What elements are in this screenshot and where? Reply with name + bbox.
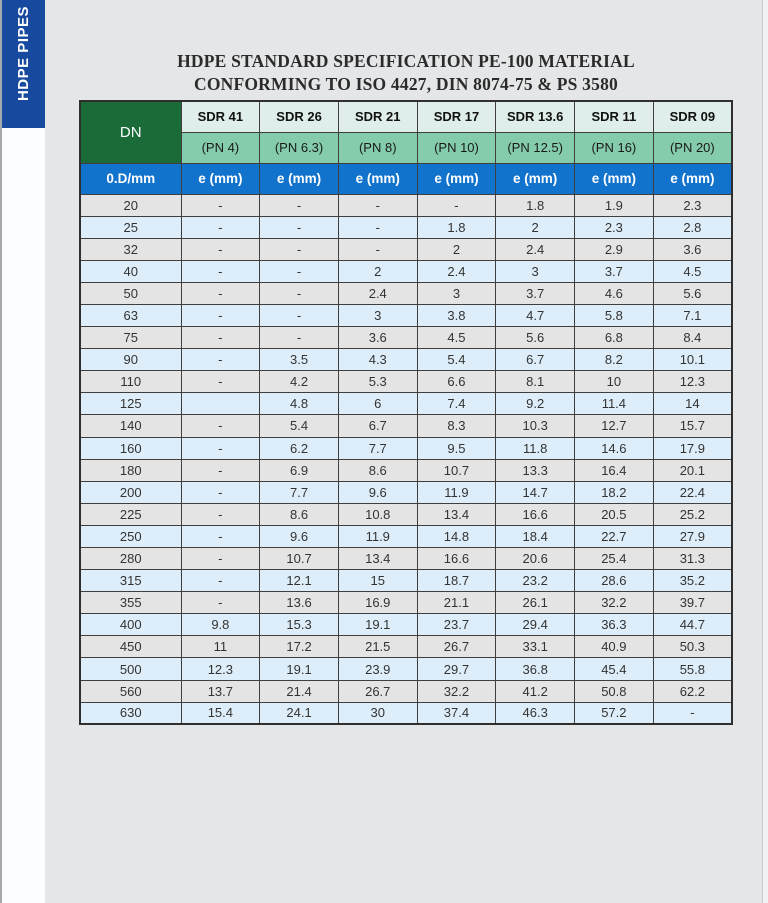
sdr-header-cell: SDR 09 xyxy=(653,101,732,132)
pn-header-cell: (PN 20) xyxy=(653,132,732,163)
e-value-cell: 6.7 xyxy=(496,349,575,371)
e-value-cell: 16.6 xyxy=(496,503,575,525)
e-value-cell: 21.1 xyxy=(417,592,496,614)
sdr-header-cell: SDR 21 xyxy=(338,101,417,132)
e-value-cell: 2.9 xyxy=(575,238,654,260)
table-row xyxy=(80,481,732,503)
e-value-cell: 5.6 xyxy=(496,327,575,349)
table-row xyxy=(80,614,732,636)
table-row xyxy=(80,327,732,349)
dn-cell: 63 xyxy=(80,304,181,326)
e-value-cell: 9.6 xyxy=(338,481,417,503)
table-row xyxy=(80,525,732,547)
e-value-cell: 4.2 xyxy=(260,371,339,393)
e-value-cell: 13.6 xyxy=(260,592,339,614)
e-value-cell: 31.3 xyxy=(653,548,732,570)
table-row xyxy=(80,503,732,525)
table-row xyxy=(80,238,732,260)
right-edge-strip xyxy=(762,0,768,903)
e-value-cell: - xyxy=(181,437,260,459)
e-value-cell: 12.1 xyxy=(260,570,339,592)
e-value-cell: 3.7 xyxy=(575,260,654,282)
dn-cell: 560 xyxy=(80,680,181,702)
e-value-cell: 9.5 xyxy=(417,437,496,459)
table-row xyxy=(80,702,732,724)
e-value-cell: 27.9 xyxy=(653,525,732,547)
e-value-cell: 2.3 xyxy=(575,216,654,238)
table-row xyxy=(80,194,732,216)
table-row xyxy=(80,216,732,238)
dn-cell: 200 xyxy=(80,481,181,503)
e-value-cell: 3.7 xyxy=(496,282,575,304)
e-value-cell: 6.7 xyxy=(338,415,417,437)
e-value-cell: - xyxy=(181,592,260,614)
e-value-cell: 2.4 xyxy=(417,260,496,282)
hdpe-pipes-banner xyxy=(2,0,45,128)
e-value-cell: - xyxy=(181,216,260,238)
e-value-cell: 23.2 xyxy=(496,570,575,592)
e-value-cell: - xyxy=(181,327,260,349)
e-value-cell: 18.4 xyxy=(496,525,575,547)
dn-cell: 32 xyxy=(80,238,181,260)
e-value-cell: 16.9 xyxy=(338,592,417,614)
e-value-cell: - xyxy=(260,304,339,326)
e-value-cell: 4.8 xyxy=(260,393,339,415)
dn-cell: 450 xyxy=(80,636,181,658)
e-value-cell: - xyxy=(181,194,260,216)
e-value-cell: - xyxy=(181,304,260,326)
e-value-cell: 57.2 xyxy=(575,702,654,724)
e-value-cell: 17.2 xyxy=(260,636,339,658)
e-value-cell: 18.7 xyxy=(417,570,496,592)
e-value-cell: 11.8 xyxy=(496,437,575,459)
e-value-cell: 9.2 xyxy=(496,393,575,415)
e-value-cell: 2 xyxy=(417,238,496,260)
e-value-cell: - xyxy=(181,349,260,371)
e-unit-cell: e (mm) xyxy=(417,163,496,194)
e-value-cell: 30 xyxy=(338,702,417,724)
e-value-cell: - xyxy=(181,548,260,570)
e-value-cell: 4.5 xyxy=(653,260,732,282)
e-value-cell: 11.9 xyxy=(338,525,417,547)
e-value-cell: 8.1 xyxy=(496,371,575,393)
e-value-cell: 32.2 xyxy=(575,592,654,614)
e-value-cell: 3.8 xyxy=(417,304,496,326)
e-value-cell: - xyxy=(181,371,260,393)
e-value-cell: 6.8 xyxy=(575,327,654,349)
pn-header-cell: (PN 12.5) xyxy=(496,132,575,163)
e-value-cell: 13.4 xyxy=(338,548,417,570)
e-value-cell: 20.6 xyxy=(496,548,575,570)
e-value-cell: - xyxy=(338,238,417,260)
e-value-cell: 17.9 xyxy=(653,437,732,459)
table-row xyxy=(80,282,732,304)
e-value-cell: 25.2 xyxy=(653,503,732,525)
pn-header-cell: (PN 16) xyxy=(575,132,654,163)
e-value-cell: 8.2 xyxy=(575,349,654,371)
e-value-cell: 3.6 xyxy=(338,327,417,349)
e-value-cell: 21.4 xyxy=(260,680,339,702)
e-value-cell: 6 xyxy=(338,393,417,415)
e-value-cell: 10 xyxy=(575,371,654,393)
e-value-cell: 9.8 xyxy=(181,614,260,636)
e-value-cell: - xyxy=(260,282,339,304)
e-value-cell: 19.1 xyxy=(260,658,339,680)
spec-table-body xyxy=(80,194,732,724)
dn-cell: 400 xyxy=(80,614,181,636)
e-value-cell: 2 xyxy=(496,216,575,238)
e-value-cell: 50.8 xyxy=(575,680,654,702)
e-value-cell: - xyxy=(181,459,260,481)
e-value-cell: 6.2 xyxy=(260,437,339,459)
e-value-cell: - xyxy=(417,194,496,216)
left-margin-strip xyxy=(0,0,45,903)
e-value-cell: 23.9 xyxy=(338,658,417,680)
table-row xyxy=(80,349,732,371)
spec-table xyxy=(79,100,733,725)
dn-cell: 250 xyxy=(80,525,181,547)
e-value-cell: 1.8 xyxy=(496,194,575,216)
e-value-cell: 15.7 xyxy=(653,415,732,437)
e-value-cell: 26.1 xyxy=(496,592,575,614)
e-value-cell: 4.6 xyxy=(575,282,654,304)
e-value-cell: 7.4 xyxy=(417,393,496,415)
e-value-cell: 9.6 xyxy=(260,525,339,547)
e-unit-cell: e (mm) xyxy=(496,163,575,194)
e-value-cell: 41.2 xyxy=(496,680,575,702)
e-value-cell: 8.6 xyxy=(338,459,417,481)
e-unit-cell: e (mm) xyxy=(575,163,654,194)
e-value-cell: 11.9 xyxy=(417,481,496,503)
e-value-cell: 6.6 xyxy=(417,371,496,393)
e-value-cell: 14.6 xyxy=(575,437,654,459)
table-row xyxy=(80,592,732,614)
sdr-header-cell: SDR 26 xyxy=(260,101,339,132)
e-value-cell: - xyxy=(338,216,417,238)
e-value-cell: 5.8 xyxy=(575,304,654,326)
e-value-cell: 14 xyxy=(653,393,732,415)
e-value-cell: 20.1 xyxy=(653,459,732,481)
e-value-cell: 29.4 xyxy=(496,614,575,636)
e-value-cell: 16.6 xyxy=(417,548,496,570)
table-row xyxy=(80,658,732,680)
table-row xyxy=(80,680,732,702)
e-value-cell: 5.4 xyxy=(260,415,339,437)
table-row xyxy=(80,570,732,592)
e-value-cell: 11.4 xyxy=(575,393,654,415)
e-unit-cell: e (mm) xyxy=(653,163,732,194)
e-value-cell: - xyxy=(181,481,260,503)
e-value-cell: 50.3 xyxy=(653,636,732,658)
e-value-cell: 40.9 xyxy=(575,636,654,658)
page-title-line1: HDPE STANDARD SPECIFICATION PE-100 MATERIAL xyxy=(177,51,635,71)
dn-cell: 125 xyxy=(80,393,181,415)
e-value-cell: 2.3 xyxy=(653,194,732,216)
e-value-cell: 15.4 xyxy=(181,702,260,724)
e-value-cell: 36.8 xyxy=(496,658,575,680)
e-value-cell: - xyxy=(181,238,260,260)
e-value-cell: 20.5 xyxy=(575,503,654,525)
dn-cell: 140 xyxy=(80,415,181,437)
e-value-cell: 2 xyxy=(338,260,417,282)
e-value-cell: 3 xyxy=(417,282,496,304)
e-value-cell: 7.7 xyxy=(260,481,339,503)
pn-header-cell: (PN 10) xyxy=(417,132,496,163)
e-value-cell: 39.7 xyxy=(653,592,732,614)
e-value-cell: 23.7 xyxy=(417,614,496,636)
dn-cell: 280 xyxy=(80,548,181,570)
page-title xyxy=(79,50,733,96)
e-value-cell: 46.3 xyxy=(496,702,575,724)
e-value-cell: - xyxy=(181,525,260,547)
sdr-header-cell: SDR 41 xyxy=(181,101,260,132)
dn-cell: 180 xyxy=(80,459,181,481)
e-value-cell: - xyxy=(181,415,260,437)
e-value-cell: - xyxy=(181,570,260,592)
e-value-cell: 16.4 xyxy=(575,459,654,481)
e-value-cell: 45.4 xyxy=(575,658,654,680)
e-value-cell: - xyxy=(260,238,339,260)
e-value-cell: 4.7 xyxy=(496,304,575,326)
e-value-cell: 5.3 xyxy=(338,371,417,393)
e-value-cell: 44.7 xyxy=(653,614,732,636)
e-unit-cell: e (mm) xyxy=(260,163,339,194)
unit-header-row xyxy=(80,163,732,194)
e-value-cell: 26.7 xyxy=(338,680,417,702)
e-value-cell: - xyxy=(181,282,260,304)
e-value-cell: 18.2 xyxy=(575,481,654,503)
pn-header-cell: (PN 4) xyxy=(181,132,260,163)
table-row xyxy=(80,548,732,570)
e-value-cell: 14.7 xyxy=(496,481,575,503)
dn-cell: 225 xyxy=(80,503,181,525)
sdr-header-cell: SDR 11 xyxy=(575,101,654,132)
e-value-cell: 3 xyxy=(496,260,575,282)
e-value-cell: 10.7 xyxy=(417,459,496,481)
e-value-cell: - xyxy=(260,216,339,238)
e-value-cell: 8.3 xyxy=(417,415,496,437)
e-value-cell: 3.6 xyxy=(653,238,732,260)
e-value-cell: 4.3 xyxy=(338,349,417,371)
pn-header-cell: (PN 6.3) xyxy=(260,132,339,163)
e-value-cell: - xyxy=(260,260,339,282)
sdr-header-row xyxy=(80,101,732,132)
e-value-cell: - xyxy=(338,194,417,216)
e-value-cell: - xyxy=(181,260,260,282)
e-value-cell: 21.5 xyxy=(338,636,417,658)
e-value-cell: 2.8 xyxy=(653,216,732,238)
table-row xyxy=(80,415,732,437)
e-value-cell: 10.8 xyxy=(338,503,417,525)
od-unit-cell: 0.D/mm xyxy=(80,163,181,194)
e-value-cell: - xyxy=(181,503,260,525)
e-value-cell: 14.8 xyxy=(417,525,496,547)
e-value-cell: 15 xyxy=(338,570,417,592)
dn-cell: 355 xyxy=(80,592,181,614)
sdr-header-cell: SDR 17 xyxy=(417,101,496,132)
dn-cell: 500 xyxy=(80,658,181,680)
e-value-cell: - xyxy=(653,702,732,724)
e-value-cell xyxy=(181,393,260,415)
e-value-cell: 62.2 xyxy=(653,680,732,702)
page-title-line2: CONFORMING TO ISO 4427, DIN 8074-75 & PS 3580 xyxy=(193,74,618,94)
e-value-cell: 37.4 xyxy=(417,702,496,724)
e-value-cell: 10.3 xyxy=(496,415,575,437)
e-value-cell: 25.4 xyxy=(575,548,654,570)
e-value-cell: 12.7 xyxy=(575,415,654,437)
e-value-cell: 12.3 xyxy=(653,371,732,393)
dn-cell: 630 xyxy=(80,702,181,724)
dn-cell: 110 xyxy=(80,371,181,393)
dn-header-cell: DN xyxy=(80,101,181,163)
e-value-cell: 5.4 xyxy=(417,349,496,371)
table-row xyxy=(80,371,732,393)
dn-cell: 40 xyxy=(80,260,181,282)
e-value-cell: 22.4 xyxy=(653,481,732,503)
e-value-cell: 7.7 xyxy=(338,437,417,459)
table-row xyxy=(80,260,732,282)
dn-cell: 90 xyxy=(80,349,181,371)
e-value-cell: 7.1 xyxy=(653,304,732,326)
e-value-cell: 29.7 xyxy=(417,658,496,680)
sdr-header-cell: SDR 13.6 xyxy=(496,101,575,132)
dn-cell: 20 xyxy=(80,194,181,216)
table-row xyxy=(80,393,732,415)
e-value-cell: 13.7 xyxy=(181,680,260,702)
e-value-cell: 2.4 xyxy=(496,238,575,260)
e-value-cell: 8.4 xyxy=(653,327,732,349)
dn-cell: 25 xyxy=(80,216,181,238)
e-value-cell: 10.1 xyxy=(653,349,732,371)
e-value-cell: 10.7 xyxy=(260,548,339,570)
pn-header-cell: (PN 8) xyxy=(338,132,417,163)
e-value-cell: 55.8 xyxy=(653,658,732,680)
e-value-cell: 28.6 xyxy=(575,570,654,592)
table-row xyxy=(80,636,732,658)
e-value-cell: 13.4 xyxy=(417,503,496,525)
e-value-cell: 4.5 xyxy=(417,327,496,349)
e-value-cell: 12.3 xyxy=(181,658,260,680)
banner-label: HDPE PIPES xyxy=(15,6,32,102)
e-value-cell: 5.6 xyxy=(653,282,732,304)
e-value-cell: 6.9 xyxy=(260,459,339,481)
e-value-cell: 24.1 xyxy=(260,702,339,724)
e-value-cell: 36.3 xyxy=(575,614,654,636)
e-value-cell: 11 xyxy=(181,636,260,658)
dn-cell: 50 xyxy=(80,282,181,304)
e-value-cell: 22.7 xyxy=(575,525,654,547)
e-value-cell: 1.9 xyxy=(575,194,654,216)
e-unit-cell: e (mm) xyxy=(181,163,260,194)
e-value-cell: 33.1 xyxy=(496,636,575,658)
table-row xyxy=(80,304,732,326)
e-value-cell: 3.5 xyxy=(260,349,339,371)
dn-cell: 315 xyxy=(80,570,181,592)
e-value-cell: - xyxy=(260,327,339,349)
e-value-cell: 3 xyxy=(338,304,417,326)
e-value-cell: - xyxy=(260,194,339,216)
e-value-cell: 26.7 xyxy=(417,636,496,658)
table-row xyxy=(80,459,732,481)
e-value-cell: 2.4 xyxy=(338,282,417,304)
e-value-cell: 13.3 xyxy=(496,459,575,481)
e-value-cell: 19.1 xyxy=(338,614,417,636)
e-value-cell: 35.2 xyxy=(653,570,732,592)
e-value-cell: 15.3 xyxy=(260,614,339,636)
dn-cell: 160 xyxy=(80,437,181,459)
e-value-cell: 32.2 xyxy=(417,680,496,702)
e-value-cell: 1.8 xyxy=(417,216,496,238)
dn-cell: 75 xyxy=(80,327,181,349)
e-unit-cell: e (mm) xyxy=(338,163,417,194)
table-row xyxy=(80,437,732,459)
e-value-cell: 8.6 xyxy=(260,503,339,525)
